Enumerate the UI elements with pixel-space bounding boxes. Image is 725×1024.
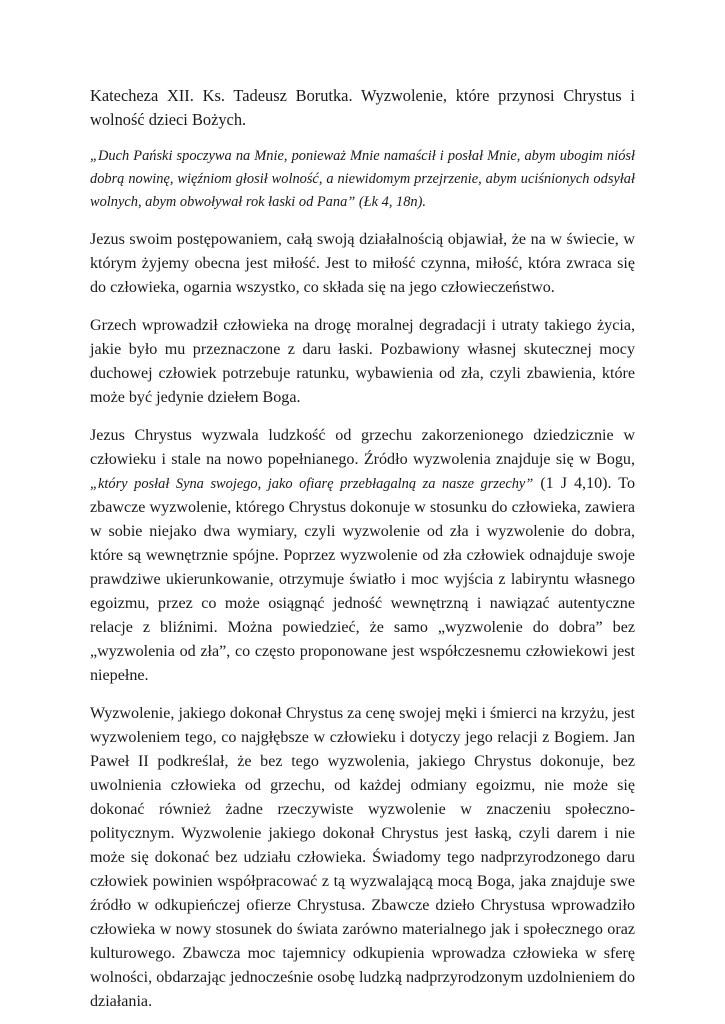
paragraph-3-text-a: Jezus Chrystus wyzwala ludzkość od grzechu zakorzenionego dziedzicznie w człowieku i stale na nowo popełnianego. Źródło wyzwolenia znajduje się w Bogu, [90,427,635,468]
paragraph-3-text-b: (1 J 4,10). To zbawcze wyzwolenie, którego Chrystus dokonuje w stosunku do człowieka, zawiera w sobie niejako dwa wymiary, czyli wyzwolenie od zła i wyzwolenie do dobra, które są wewnętrznie spójne. Poprzez wyzwolenie od zła człowiek odnajduje swoje prawdziwe ukierunkowanie, otrzymuje światło i moc wyjścia z labiryntu własnego egoizmu, przez co może osiągnąć jedność wewnętrzną i nawiązać autentyczne relacje z bliźnimi. Można powiedzieć, że samo „wyzwolenie do dobra” bez „wyzwolenia od zła”, co często proponowane jest współczesnemu człowiekowi jest niepełne. [90,475,635,684]
epigraph-quote: „Duch Pański spoczywa na Mnie, ponieważ Mnie namaścił i posłał Mnie, abym ubogim niósł dobrą nowinę, więźniom głosił wolność, a niewidomym przejrzenie, abym uciśnionych odsyłał wolnych, abym obwoływał rok łaski od Pana” (Łk 4, 18n). [90,148,635,210]
paragraph-2: Grzech wprowadził człowieka na drogę moralnej degradacji i utraty takiego życia, jakie było mu przeznaczone z daru łaski. Pozbawiony własnej skutecznej mocy duchowej człowiek potrzebuje ratunku, wybawienia od zła, czyli zbawienia, które może być jedynie dziełem Boga. [90,317,635,406]
document-title: Katecheza XII. Ks. Tadeusz Borutka. Wyzwolenie, które przynosi Chrystus i wolność dzieci Bożych. [90,86,635,129]
paragraph-3-quote: „który posłał Syna swojego, jako ofiarę przebłagalną za nasze grzechy” [90,476,534,492]
paragraph-1: Jezus swoim postępowaniem, całą swoją działalnością objawiał, że na w świecie, w którym żyjemy obecna jest miłość. Jest to miłość czynna, miłość, która zwraca się do człowieka, ogarnia wszystko, co składa się na jego człowieczeństwo. [90,231,635,296]
paragraph-3 [90,424,635,688]
paragraph-4: Wyzwolenie, jakiego dokonał Chrystus za cenę swojej męki i śmierci na krzyżu, jest wyzwoleniem tego, co najgłębsze w człowieku i dotyczy jego relacji z Bogiem. Jan Paweł II podkreślał, że bez tego wyzwolenia, jakiego Chrystus dokonuje, bez uwolnienia człowieka od grzechu, od każdej odmiany egoizmu, nie może się dokonać również żadne rzeczywiste wyzwolenie w znaczeniu społeczno-politycznym. Wyzwolenie jakiego dokonał Chrystus jest łaską, czyli darem i nie może się dokonać bez udziału człowieka. Świadomy tego nadprzyrodzonego daru człowiek powinien współpracować z tą wyzwalającą mocą Boga, jaka znajduje swe źródło w odkupieńczej ofierze Chrystusa. Zbawcze dzieło Chrystusa wprowadziło człowieka w nowy stosunek do świata zarówno materialnego jak i społecznego oraz kulturowego. Zbawcza moc tajemnicy odkupienia wprowadza człowieka w sferę wolności, obdarzając jednocześnie osobę ludzką nadprzyrodzonym uzdolnieniem do działania. [90,705,635,1010]
